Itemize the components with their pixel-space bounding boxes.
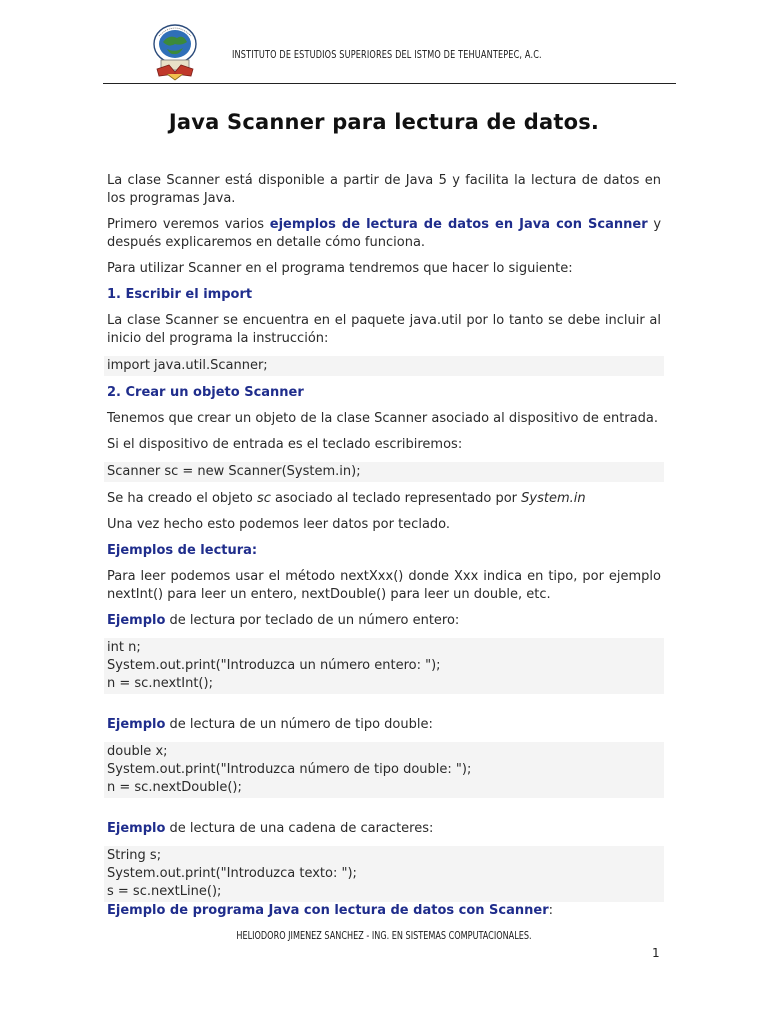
intro-paragraph-steps: Para utilizar Scanner en el programa tendremos que hacer lo siguiente: [107, 261, 573, 276]
program-example-title: Ejemplo de programa Java con lectura de datos con Scanner [107, 903, 549, 918]
import-paragraph: La clase Scanner se encuentra en el paquete java.util por lo tanto se debe incluir al inicio del programa la instrucción: [107, 313, 661, 346]
code-block-import: import java.util.Scanner; [104, 356, 664, 376]
object-paragraph [107, 490, 661, 508]
intro-text: Primero veremos varios [107, 217, 270, 232]
ready-paragraph: Una vez hecho esto podemos leer datos por teclado. [107, 517, 451, 532]
example-keyword: Ejemplo [107, 613, 166, 628]
code-block-string: String s; System.out.print("Introduzca texto: "); s = sc.nextLine(); [104, 846, 664, 902]
object-variable: sc [256, 491, 271, 506]
institute-name: INSTITUTO DE ESTUDIOS SUPERIORES DEL ISTMO DE TEHUANTEPEC, A.C. [232, 48, 542, 61]
example-text: de lectura por teclado de un número entero: [165, 613, 460, 628]
page-number: 1 [652, 946, 660, 960]
object-text: Se ha creado el objeto [107, 491, 257, 506]
keyboard-paragraph: Si el dispositivo de entrada es el teclado escribiremos: [107, 437, 463, 452]
example-text: de lectura de una cadena de caracteres: [165, 821, 434, 836]
example-string-caption [107, 820, 661, 838]
page-footer [0, 929, 768, 942]
examples-link[interactable]: ejemplos de lectura de datos en Java con Scanner [269, 217, 648, 232]
example-double-caption [107, 716, 661, 734]
header-divider [103, 83, 676, 84]
page-title: Java Scanner para lectura de datos. [168, 110, 600, 134]
institute-seal-logo [147, 22, 203, 82]
section-heading-examples: Ejemplos de lectura: [107, 543, 258, 558]
object-text: asociado al teclado representado por [270, 491, 522, 506]
program-example-colon: : [548, 903, 554, 918]
example-text: de lectura de un número de tipo double: [165, 717, 433, 732]
example-keyword: Ejemplo [107, 821, 166, 836]
intro-text: y después explicaremos en detalle cómo funciona. [107, 217, 662, 250]
intro-paragraph-examples [107, 216, 661, 252]
example-int-caption [107, 612, 661, 630]
examples-paragraph: Para leer podemos usar el método nextXxx() donde Xxx indica en tipo, por ejemplo nextInt() para leer un entero, nextDouble() para leer un double, etc. [107, 569, 661, 602]
intro-paragraph: La clase Scanner está disponible a partir de Java 5 y facilita la lectura de datos en los programas Java. [107, 173, 661, 206]
program-example-heading [107, 902, 661, 920]
example-keyword: Ejemplo [107, 717, 166, 732]
code-block-int: int n; System.out.print("Introduzca un número entero: "); n = sc.nextInt(); [104, 638, 664, 694]
section-heading-import: 1. Escribir el import [107, 287, 253, 302]
section-heading-scanner: 2. Crear un objeto Scanner [107, 385, 304, 400]
footer-author: HELIODORO JIMENEZ SANCHEZ - ING. EN SISTEMAS COMPUTACIONALES. [236, 929, 532, 942]
scanner-paragraph: Tenemos que crear un objeto de la clase Scanner asociado al dispositivo de entrada. [107, 411, 658, 426]
code-block-double: double x; System.out.print("Introduzca número de tipo double: "); n = sc.nextDouble(); [104, 742, 664, 798]
code-block-scanner: Scanner sc = new Scanner(System.in); [104, 462, 664, 482]
system-in-reference: System.in [521, 491, 586, 506]
document-body [107, 172, 661, 928]
